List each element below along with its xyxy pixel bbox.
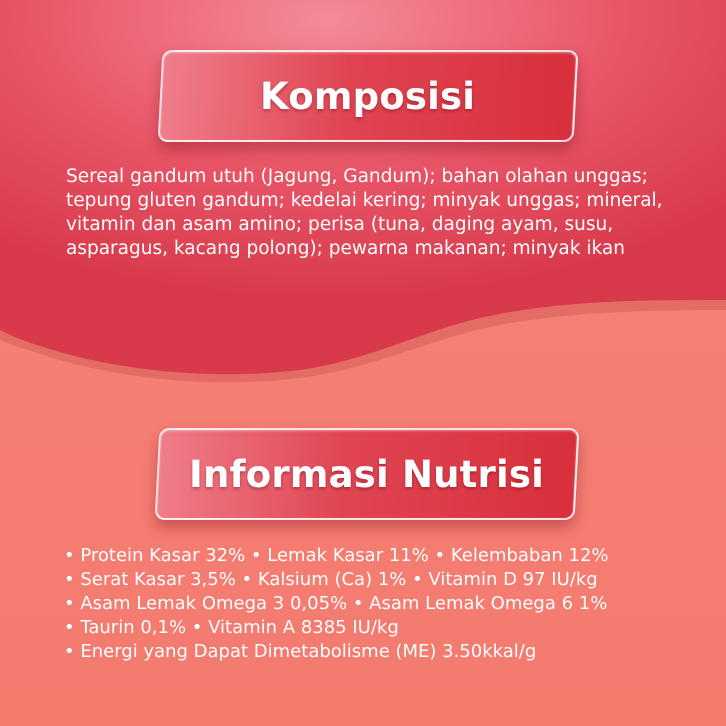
nutrisi-line: • Protein Kasar 32% • Lemak Kasar 11% • Kelembaban 12% [64,545,609,566]
nutrisi-header-panel [155,428,580,520]
komposisi-header-panel [158,50,579,142]
nutrisi-line: • Taurin 0,1% • Vitamin A 8385 IU/kg [64,617,399,638]
nutrisi-list [64,544,714,664]
nutrisi-title: Informasi Nutrisi [189,452,545,496]
nutrisi-line: • Asam Lemak Omega 3 0,05% • Asam Lemak Omega 6 1% [64,593,608,614]
nutrisi-line: • Serat Kasar 3,5% • Kalsium (Ca) 1% • Vitamin D 97 IU/kg [64,569,598,590]
nutrisi-line: • Energi yang Dapat Dimetabolisme (ME) 3.50kkal/g [64,641,537,662]
komposisi-title: Komposisi [260,74,476,118]
komposisi-text: Sereal gandum utuh (Jagung, Gandum); bahan olahan unggas; tepung gluten gandum; kedelai kering; minyak unggas; mineral, vitamin dan asam amino; perisa (tuna, daging ayam, susu, asparagus, kacang polong); pewarna makanan; minyak ikan [66,166,663,259]
